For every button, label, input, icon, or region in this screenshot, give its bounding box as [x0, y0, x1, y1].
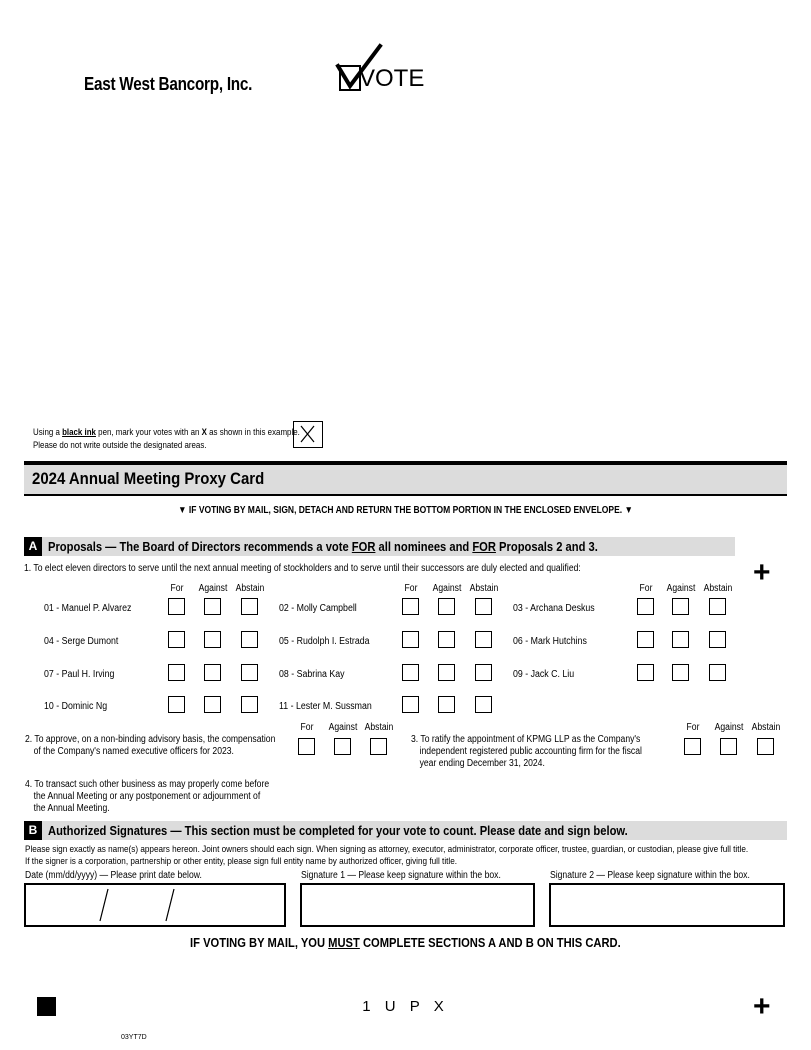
nominee-09-against-checkbox[interactable]	[672, 664, 689, 681]
nominee-05-abstain-checkbox[interactable]	[475, 631, 492, 648]
nominee-11-abstain-checkbox[interactable]	[475, 696, 492, 713]
col-for: For	[300, 722, 314, 733]
col-against: Against	[432, 583, 462, 594]
proposal-2-against-checkbox[interactable]	[334, 738, 351, 755]
vote-logo	[336, 44, 425, 101]
instr-pre: Using a	[33, 427, 63, 437]
section-b-header	[24, 821, 787, 840]
signature-1-field[interactable]	[300, 883, 535, 927]
nominee-10-against-checkbox[interactable]	[204, 696, 221, 713]
nominee-01-abstain-checkbox[interactable]	[241, 598, 258, 615]
col-abstain: Abstain	[235, 583, 265, 594]
instr-line2: Please do not write outside the designated areas.	[33, 440, 207, 450]
proposal-2-abstain-checkbox[interactable]	[370, 738, 387, 755]
nominee-02-abstain-checkbox[interactable]	[475, 598, 492, 615]
proposal-2-for-checkbox[interactable]	[298, 738, 315, 755]
nominee-10-abstain-checkbox[interactable]	[241, 696, 258, 713]
registration-plus-icon: +	[753, 990, 771, 1023]
date-field[interactable]	[24, 883, 286, 927]
nominee-label: 06 - Mark Hutchins	[513, 636, 587, 647]
nominee-04-against-checkbox[interactable]	[204, 631, 221, 648]
proposal-1-text: 1. To elect eleven directors to serve until the next annual meeting of stockholders and to serve until their successors are duly elected and qualified:	[24, 563, 581, 574]
col-for: For	[170, 583, 184, 594]
nominee-label: 10 - Dominic Ng	[44, 701, 108, 712]
nominee-08-for-checkbox[interactable]	[402, 664, 419, 681]
nominee-08-against-checkbox[interactable]	[438, 664, 455, 681]
col-abstain: Abstain	[751, 722, 781, 733]
col-abstain: Abstain	[469, 583, 499, 594]
signature-1-label: Signature 1 — Please keep signature within the box.	[301, 870, 501, 881]
section-b-letter: B	[24, 821, 42, 840]
col-for: For	[686, 722, 700, 733]
instr-post: as shown in this example.	[206, 427, 300, 437]
nominee-07-against-checkbox[interactable]	[204, 664, 221, 681]
form-code: 1 U P X	[362, 998, 449, 1015]
proposal-3-for-checkbox[interactable]	[684, 738, 701, 755]
nominee-09-abstain-checkbox[interactable]	[709, 664, 726, 681]
must-complete-notice: IF VOTING BY MAIL, YOU MUST COMPLETE SECTIONS A AND B ON THIS CARD.	[190, 935, 621, 950]
col-against: Against	[328, 722, 358, 733]
col-abstain: Abstain	[703, 583, 733, 594]
vote-check-icon	[336, 44, 425, 96]
col-for: For	[639, 583, 653, 594]
instr-mid: pen, mark your votes with an	[95, 427, 202, 437]
nominee-label: 07 - Paul H. Irving	[44, 669, 115, 680]
nominee-11-for-checkbox[interactable]	[402, 696, 419, 713]
signature-2-field[interactable]	[549, 883, 785, 927]
proposal-3-abstain-checkbox[interactable]	[757, 738, 774, 755]
nominee-11-against-checkbox[interactable]	[438, 696, 455, 713]
card-title: 2024 Annual Meeting Proxy Card	[32, 469, 265, 488]
nominee-08-abstain-checkbox[interactable]	[475, 664, 492, 681]
nominee-label: 11 - Lester M. Sussman	[279, 701, 372, 712]
nominee-03-for-checkbox[interactable]	[637, 598, 654, 615]
vote-logo-text: VOTE	[359, 65, 425, 92]
nominee-10-for-checkbox[interactable]	[168, 696, 185, 713]
registration-plus-icon: +	[753, 556, 771, 589]
proposal-3-text: 3. To ratify the appointment of KPMG LLP as the Company's independent registered public accounting firm for the fiscal year ending December 31, 2024.	[411, 734, 642, 769]
card-header	[24, 461, 787, 496]
nominee-02-for-checkbox[interactable]	[402, 598, 419, 615]
instr-black-ink: black ink	[62, 427, 96, 437]
section-a-header	[24, 537, 735, 556]
col-against: Against	[714, 722, 744, 733]
nominee-06-abstain-checkbox[interactable]	[709, 631, 726, 648]
section-b-title: Authorized Signatures — This section must be completed for your vote to count. Please date and sign below.	[48, 823, 628, 838]
instr-x: X	[201, 427, 207, 437]
down-arrow-icon: ▼	[622, 505, 633, 516]
col-abstain: Abstain	[364, 722, 394, 733]
nominee-label: 09 - Jack C. Liu	[513, 669, 575, 680]
mail-instruction-text: IF VOTING BY MAIL, SIGN, DETACH AND RETURN THE BOTTOM PORTION IN THE ENCLOSED ENVELOPE.	[188, 505, 623, 516]
section-a-title: Proposals — The Board of Directors recommends a vote FOR all nominees and FOR Proposals 2 and 3.	[48, 539, 598, 554]
nominee-04-abstain-checkbox[interactable]	[241, 631, 258, 648]
example-mark-box	[293, 421, 323, 448]
signature-2-label: Signature 2 — Please keep signature within the box.	[550, 870, 750, 881]
nominee-05-for-checkbox[interactable]	[402, 631, 419, 648]
form-code-small: 03YT7D	[121, 1034, 147, 1041]
proposal-2-text: 2. To approve, on a non-binding advisory basis, the compensation of the Company's named executive officers for 2023.	[25, 734, 276, 757]
proposal-3-against-checkbox[interactable]	[720, 738, 737, 755]
x-mark-icon	[294, 422, 321, 446]
col-for: For	[404, 583, 418, 594]
nominee-01-against-checkbox[interactable]	[204, 598, 221, 615]
nominee-04-for-checkbox[interactable]	[168, 631, 185, 648]
nominee-02-against-checkbox[interactable]	[438, 598, 455, 615]
nominee-label: 02 - Molly Campbell	[279, 603, 357, 614]
marking-instructions	[33, 426, 300, 452]
nominee-03-against-checkbox[interactable]	[672, 598, 689, 615]
nominee-05-against-checkbox[interactable]	[438, 631, 455, 648]
nominee-03-abstain-checkbox[interactable]	[709, 598, 726, 615]
mail-instruction	[0, 505, 811, 516]
nominee-label: 08 - Sabrina Kay	[279, 669, 345, 680]
down-arrow-icon: ▼	[178, 505, 189, 516]
nominee-07-for-checkbox[interactable]	[168, 664, 185, 681]
nominee-06-against-checkbox[interactable]	[672, 631, 689, 648]
nominee-09-for-checkbox[interactable]	[637, 664, 654, 681]
date-slash-separators	[26, 885, 284, 925]
company-name: East West Bancorp, Inc.	[84, 74, 253, 94]
signing-instructions: Please sign exactly as name(s) appears hereon. Joint owners should each sign. When signing as attorney, executor, administrator, corporate officer, trustee, guardian, or custodian, please give full title. If the signer is a corporation, partnership or other entity, please sign full entity name by authorized officer, giving full title.	[25, 844, 749, 867]
nominee-label: 04 - Serge Dumont	[44, 636, 119, 647]
nominee-label: 03 - Archana Deskus	[513, 603, 595, 614]
proposal-4-text: 4. To transact such other business as may properly come before the Annual Meeting or any postponement or adjournment of the Annual Meeting.	[25, 779, 270, 814]
date-label: Date (mm/dd/yyyy) — Please print date below.	[25, 870, 202, 881]
nominee-label: 01 - Manuel P. Alvarez	[44, 603, 132, 614]
col-against: Against	[666, 583, 696, 594]
section-a-letter: A	[24, 537, 42, 556]
nominee-07-abstain-checkbox[interactable]	[241, 664, 258, 681]
nominee-06-for-checkbox[interactable]	[637, 631, 654, 648]
nominee-01-for-checkbox[interactable]	[168, 598, 185, 615]
col-against: Against	[198, 583, 228, 594]
nominee-label: 05 - Rudolph I. Estrada	[279, 636, 370, 647]
